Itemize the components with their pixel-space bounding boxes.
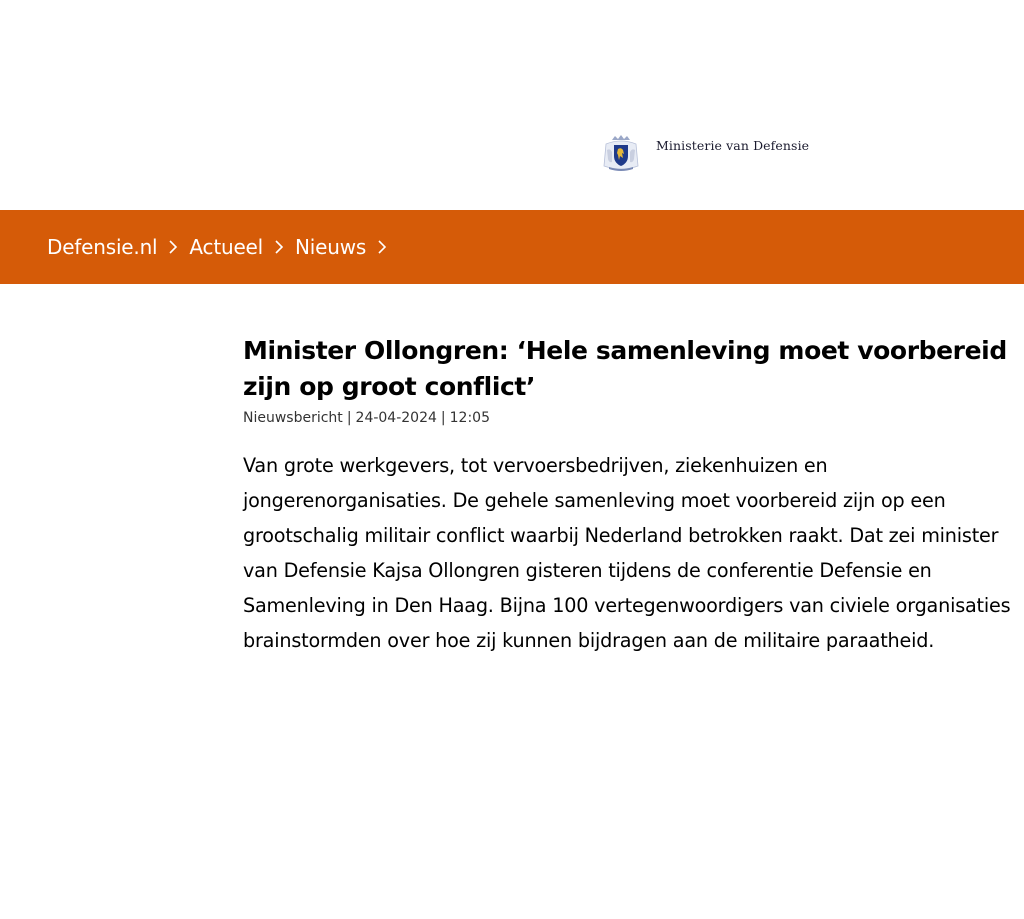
organization-name: Ministerie van Defensie: [656, 137, 810, 153]
article-title: Minister Ollongren: ‘Hele samenleving moet voorbereid zijn op groot conflict’: [243, 336, 1007, 401]
breadcrumb-link-nieuws[interactable]: Nieuws: [295, 235, 367, 259]
article: [243, 333, 1013, 658]
breadcrumb-item-nieuws: [295, 235, 398, 259]
chevron-right-icon: [270, 238, 288, 256]
article-date: 24-04-2024: [355, 410, 437, 426]
article-time: 12:05: [449, 410, 490, 426]
ministry-logo[interactable]: [600, 132, 809, 174]
article-meta: [243, 410, 1013, 426]
breadcrumb: [47, 210, 398, 284]
coat-of-arms-icon: [600, 132, 642, 174]
breadcrumb-link-defensie[interactable]: Defensie.nl: [47, 235, 158, 259]
chevron-right-icon: [164, 238, 182, 256]
article-type: Nieuwsbericht: [243, 410, 343, 426]
breadcrumb-link-actueel[interactable]: Actueel: [189, 235, 264, 259]
meta-separator: |: [346, 410, 352, 426]
article-lead: Van grote werkgevers, tot vervoersbedrijven, ziekenhuizen en jongerenorganisaties. De gehele samenleving moet voorbereid zijn op een grootschalig militair conflict waarbij Nederland betrokken raakt. Dat zei minister van Defensie Kajsa Ollongren gisteren tijdens de conferentie Defensie en Samenleving in Den Haag. Bijna 100 vertegenwoordigers van civiele organisaties brainstormden over hoe zij kunnen bijdragen aan de militaire paraatheid.: [243, 454, 1011, 652]
site-header: [0, 0, 1024, 210]
meta-separator: |: [440, 410, 446, 426]
chevron-right-icon: [373, 238, 391, 256]
breadcrumb-item-defensie: [47, 235, 189, 259]
breadcrumb-item-actueel: [189, 235, 295, 259]
breadcrumb-bar: [0, 210, 1024, 284]
